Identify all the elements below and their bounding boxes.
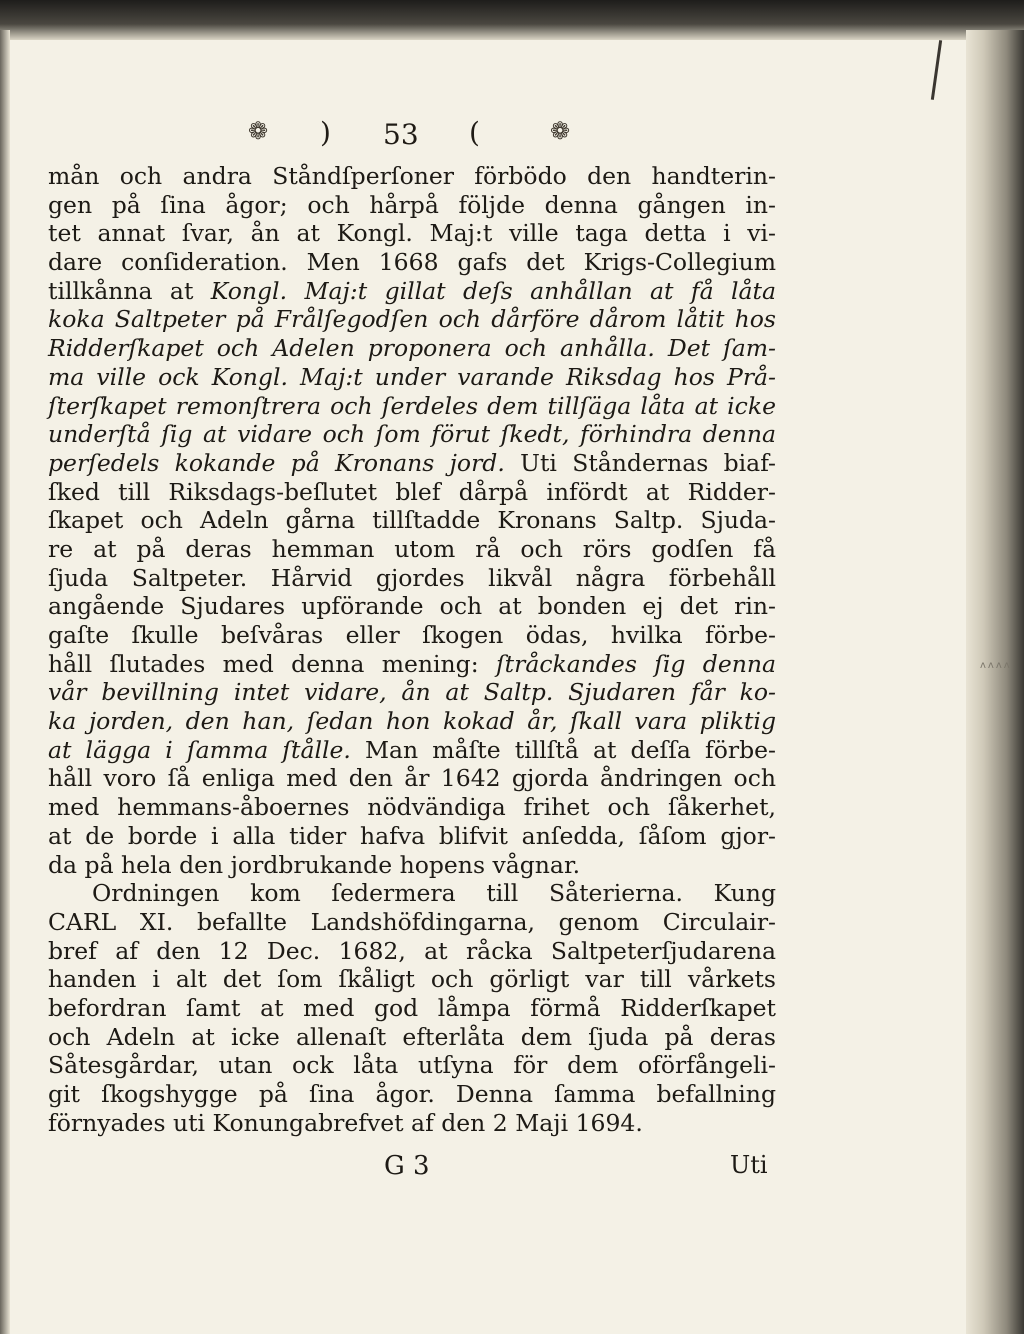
text-line — [48, 191, 776, 220]
text-run: at de borde i alla tider hafva blifvit anſedda, ſåſom gjor- — [48, 821, 776, 850]
running-header — [0, 112, 1024, 152]
text-run: håll ſlutades med denna mening: — [48, 649, 496, 678]
text-line — [48, 851, 776, 880]
signature-mark: G 3 — [384, 1151, 430, 1181]
italic-text: ſterſkapet remonſtrera och ſerdeles dem tillſäga låta at icke — [48, 391, 776, 420]
page-fold-mark — [931, 40, 942, 100]
text-line — [48, 478, 776, 507]
text-run: handen i alt det ſom ſkåligt och görligt var till vårkets — [48, 965, 776, 994]
text-run: ſked till Riksdags-beſlutet blef dårpå infördt at Ridder- — [48, 477, 776, 506]
text-line — [48, 535, 776, 564]
text-line — [48, 592, 776, 621]
text-run: Såtesgårdar, utan ock låta utſyna för dem oförfångeli- — [48, 1051, 776, 1080]
text-run: ſkapet och Adeln gårna tillſtadde Kronans Saltp. Sjuda- — [48, 506, 776, 535]
text-line — [48, 392, 776, 421]
italic-text: Ridderſkapet och Adelen proponera och anhålla. — [48, 334, 655, 363]
text-line — [48, 793, 776, 822]
text-line — [48, 564, 776, 593]
text-run: ſjuda Saltpeter. Hårvid gjordes likvål några förbehåll — [48, 563, 776, 592]
text-run: Ordningen kom ſedermera till Såterierna. Kung — [92, 879, 776, 908]
text-line — [48, 707, 776, 736]
text-line — [48, 621, 776, 650]
text-line — [48, 334, 776, 363]
text-line — [48, 1051, 776, 1080]
text-run: mån och andra Ståndſperſoner förbödo den handterin- — [48, 162, 776, 190]
ornament-icon: ❁ — [247, 117, 269, 145]
text-line — [48, 162, 776, 191]
text-run: git ſkogshygge på ſina ågor. Denna ſamma befallning — [48, 1080, 776, 1108]
text-line — [48, 305, 776, 334]
text-run: med hemmans-åboernes nödvändiga frihet och ſåkerhet, — [48, 793, 776, 822]
scan-edge-left — [0, 30, 10, 1334]
text-line — [48, 363, 776, 392]
italic-text: ka jorden, den han, ſedan hon kokad år, ſkall vara pliktig — [48, 707, 776, 736]
text-run: Man måſte tillſtå at deſſa förbe- — [350, 735, 776, 764]
body-text — [48, 162, 776, 1137]
italic-text: Kongl. Maj:t gillat deſs anhållan at få låta — [210, 276, 776, 305]
text-line — [48, 1109, 776, 1138]
text-run: angående Sjudares upförande och at bonden ej det rin- — [48, 592, 776, 621]
text-line — [48, 506, 776, 535]
text-line — [48, 219, 776, 248]
italic-text: ma ville ock Kongl. Maj:t under varande Riksdag hos Prå- — [48, 362, 776, 391]
text-line — [48, 650, 776, 679]
ornament-icon: ❁ — [549, 117, 571, 145]
scan-edge-top — [0, 0, 1024, 40]
scan-edge-right — [966, 30, 1024, 1334]
text-line — [48, 879, 776, 908]
italic-text: perſedels kokande på Kronans jord. — [48, 448, 505, 477]
text-line — [48, 764, 776, 793]
text-run: bref af den 12 Dec. 1682, at råcka Saltpeterſjudarena — [48, 936, 776, 965]
text-run: och Adeln at icke allenaſt efterlåta dem ſjuda på deras — [48, 1022, 776, 1051]
text-run: dare conſideration. Men 1668 gafs det Krigs-Collegium — [48, 248, 776, 277]
italic-text: at lägga i ſamma ſtålle. — [48, 735, 351, 764]
text-run: tillkånna at — [48, 276, 211, 305]
italic-text: koka Saltpeter på Frålſegodſen och dårföre dårom låtit hos — [48, 305, 776, 334]
text-line — [48, 908, 776, 937]
text-line — [48, 1080, 776, 1109]
text-line — [48, 248, 776, 277]
text-run: förnyades uti Konungabrefvet af den 2 Maji 1694. — [48, 1108, 643, 1137]
text-run: befordran ſamt at med god låmpa förmå Ridderſkapet — [48, 993, 776, 1022]
italic-text: ſtråckandes ſig denna — [495, 649, 777, 678]
text-line — [48, 736, 776, 765]
header-paren-right: ( — [469, 116, 480, 149]
margin-mark: ᴧᴧᴧᴧ — [980, 660, 1012, 671]
text-run: håll voro ſå enliga med den år 1642 gjorda åndringen och — [48, 764, 776, 793]
text-line — [48, 965, 776, 994]
italic-text: underſtå ſig at vidare och ſom förut ſkedt, förhindra denna — [48, 420, 776, 449]
text-run: gen på ſina ågor; och hårpå följde denna gången in- — [48, 190, 776, 219]
italic-text: vår bevillning intet vidare, ån at Saltp. Sjudaren får ko- — [48, 678, 776, 707]
text-line — [48, 822, 776, 851]
text-line — [48, 937, 776, 966]
text-run: da på hela den jordbrukande hopens vågnar. — [48, 850, 581, 879]
text-run: tet annat ſvar, ån at Kongl. Maj:t ville taga detta i vi- — [48, 219, 776, 248]
text-line — [48, 678, 776, 707]
text-run: Uti Ståndernas biaf- — [504, 448, 776, 477]
catchword: Uti — [730, 1151, 768, 1179]
text-run: re at på deras hemman utom rå och rörs godſen få — [48, 534, 776, 563]
page-number: 53 — [383, 118, 419, 151]
header-paren-left: ) — [320, 116, 331, 149]
text-line — [48, 449, 776, 478]
text-line — [48, 994, 776, 1023]
text-run: gaſte ſkulle beſvåras eller ſkogen ödas, hvilka förbe- — [48, 621, 776, 649]
text-line — [48, 420, 776, 449]
text-line — [48, 1023, 776, 1052]
text-run: CARL XI. befallte Landshöfdingarna, genom Circulair- — [48, 907, 776, 936]
italic-text: Det ſam- — [654, 334, 776, 363]
text-line — [48, 277, 776, 306]
